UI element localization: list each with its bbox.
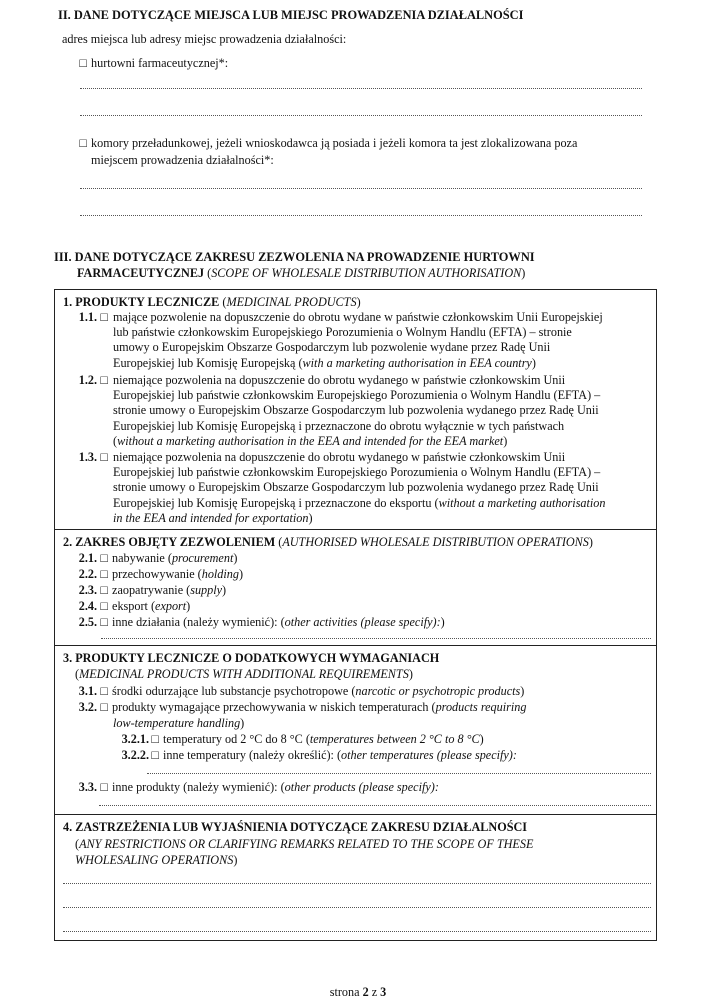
item-number: 1.2. [78, 373, 97, 387]
item-number: 1.3. [78, 450, 97, 464]
checkbox-1-1[interactable]: □ [100, 310, 108, 324]
box-authorised-operations [54, 529, 657, 646]
box-3-heading-en: (MEDICINAL PRODUCTS WITH ADDITIONAL REQUIREMENTS) [75, 667, 413, 681]
section-2-title: II. DANE DOTYCZĄCE MIEJSCA LUB MIEJSC PROWADZENIA DZIAŁALNOŚCI [58, 8, 524, 22]
wholesale-location-label: hurtowni farmaceutycznej*: [91, 56, 229, 70]
transshipment-chamber-option [78, 136, 577, 151]
checkbox[interactable]: □ [100, 780, 108, 794]
wholesale-location-option [78, 56, 228, 71]
item-1-1-text: mające pozwolenie na dopuszczenie do obrotu wydane w państwie członkowskim Unii Europejskiej lub państwie członkowskim Europejskiego Porozumienia o Wolnym Handlu (EFTA) – stronie umowy o Europejskim Obszarze Gospodarczym lub pozwolenie wydane przez Radę Unii Europejskiej lub Komisję Europejską (with a marketing authorisation in EEA country) [113, 310, 603, 370]
option-other-products: □ inne produkty (należy wymienić): (other products (please specify): [100, 780, 439, 794]
option-low-temperature-cont: low-temperature handling) [113, 716, 245, 730]
box-restrictions [54, 814, 657, 941]
item-number: 2.2. [78, 567, 97, 581]
checkbox-1-3[interactable]: □ [100, 450, 108, 464]
checkbox[interactable]: □ [79, 56, 87, 70]
item-number: 2.5. [78, 615, 97, 629]
option-export: □ eksport (export) [100, 599, 191, 613]
section-3-title: III. DANE DOTYCZĄCE ZAKRESU ZEZWOLENIA NA PROWADZENIE HURTOWNI [54, 250, 535, 264]
section-2-intro: adres miejsca lub adresy miejsc prowadzenia działalności: [62, 32, 347, 46]
item-number: 3.3. [78, 780, 97, 794]
box-3-heading: 3. PRODUKTY LECZNICZE O DODATKOWYCH WYMAGANIACH [63, 651, 440, 665]
checkbox[interactable]: □ [151, 748, 159, 762]
option-other-activities: □ inne działania (należy wymienić): (other activities (please specify):) [100, 615, 445, 629]
item-number: 1.1. [78, 310, 97, 324]
page-number: strona 2 z 3 [329, 985, 387, 999]
item-number: 3.1. [78, 684, 97, 698]
item-1-3-text: niemające pozwolenia na dopuszczenie do obrotu wydanego w państwie członkowskim Unii Europejskiej lub państwie członkowskim Europejskiego Porozumienia o Wolnym Handlu (EFTA) – stronie umowy o Europejskim Obszarze Gospodarczym lub pozwolenia wydanego przez Radę Unii Europejskiej lub Komisję Europejską i przeznaczone do eksportu (without a marketing authorisation in the EEA and intended for exportation) [113, 450, 606, 525]
chamber-address-line-2[interactable] [80, 215, 642, 216]
box-additional-requirements [54, 645, 657, 815]
box-1-heading: 1. PRODUKTY LECZNICZE (MEDICINAL PRODUCTS) [63, 295, 361, 309]
transshipment-chamber-label-cont: miejscem prowadzenia działalności*: [91, 153, 274, 167]
option-narcotic: □ środki odurzające lub substancje psychotropowe (narcotic or psychotropic products) [100, 684, 525, 698]
option-other-temperatures: □ inne temperatury (należy określić): (other temperatures (please specify): [151, 748, 517, 762]
item-number: 3.2.1. [121, 732, 149, 746]
other-activities-line[interactable] [101, 638, 651, 639]
transshipment-chamber-label: komory przeładunkowej, jeżeli wnioskodawca ją posiada i jeżeli komora ta jest zlokalizowana poza [91, 136, 578, 150]
option-procurement: □ nabywanie (procurement) [100, 551, 238, 565]
checkbox[interactable]: □ [100, 583, 108, 597]
restrictions-line-3[interactable] [63, 931, 651, 932]
checkbox-1-2[interactable]: □ [100, 373, 108, 387]
option-supply: □ zaopatrywanie (supply) [100, 583, 227, 597]
restrictions-line-2[interactable] [63, 907, 651, 908]
checkbox[interactable]: □ [151, 732, 159, 746]
item-number: 3.2.2. [121, 748, 149, 762]
checkbox[interactable]: □ [100, 700, 108, 714]
item-1-2-text: niemające pozwolenia na dopuszczenie do obrotu wydanego w państwie członkowskim Unii Europejskiej lub państwie członkowskim Europejskiego Porozumienia o Wolnym Handlu (EFTA) – stronie umowy o Europejskim Obszarze Gospodarczym lub pozwolenia wydanego przez Radę Unii Europejskiej lub Komisję Europejską i przeznaczone do obrotu wyłącznie w tych państwach (without a marketing authorisation in the EEA and intended for the EEA market) [113, 373, 601, 448]
other-products-line[interactable] [99, 805, 651, 806]
other-temperatures-line[interactable] [147, 773, 651, 774]
checkbox[interactable]: □ [100, 551, 108, 565]
item-number: 2.1. [78, 551, 97, 565]
option-low-temperature: □ produkty wymagające przechowywania w niskich temperaturach (products requiring [100, 700, 527, 714]
option-holding: □ przechowywanie (holding) [100, 567, 244, 581]
restrictions-line-1[interactable] [63, 883, 651, 884]
chamber-address-line-1[interactable] [80, 188, 642, 189]
section-3-title-cont: FARMACEUTYCZNEJ (SCOPE OF WHOLESALE DISTRIBUTION AUTHORISATION) [77, 266, 526, 280]
checkbox[interactable]: □ [79, 136, 87, 150]
item-number: 2.4. [78, 599, 97, 613]
box-4-heading: 4. ZASTRZEŻENIA LUB WYJAŚNIENIA DOTYCZĄCE ZAKRESU DZIAŁALNOŚCI [63, 820, 528, 834]
wholesale-address-line-1[interactable] [80, 88, 642, 89]
checkbox[interactable]: □ [100, 567, 108, 581]
box-4-heading-en: (ANY RESTRICTIONS OR CLARIFYING REMARKS RELATED TO THE SCOPE OF THESE [75, 837, 534, 851]
checkbox[interactable]: □ [100, 599, 108, 613]
box-medicinal-products [54, 289, 657, 530]
box-4-heading-en-cont: WHOLESALING OPERATIONS) [75, 853, 238, 867]
item-number: 3.2. [78, 700, 97, 714]
wholesale-address-line-2[interactable] [80, 115, 642, 116]
checkbox[interactable]: □ [100, 684, 108, 698]
checkbox[interactable]: □ [100, 615, 108, 629]
item-number: 2.3. [78, 583, 97, 597]
option-2-to-8-degrees: □ temperatury od 2 °C do 8 °C (temperatures between 2 °C to 8 °C) [151, 732, 484, 746]
box-2-heading: 2. ZAKRES OBJĘTY ZEZWOLENIEM (AUTHORISED WHOLESALE DISTRIBUTION OPERATIONS) [63, 535, 593, 549]
